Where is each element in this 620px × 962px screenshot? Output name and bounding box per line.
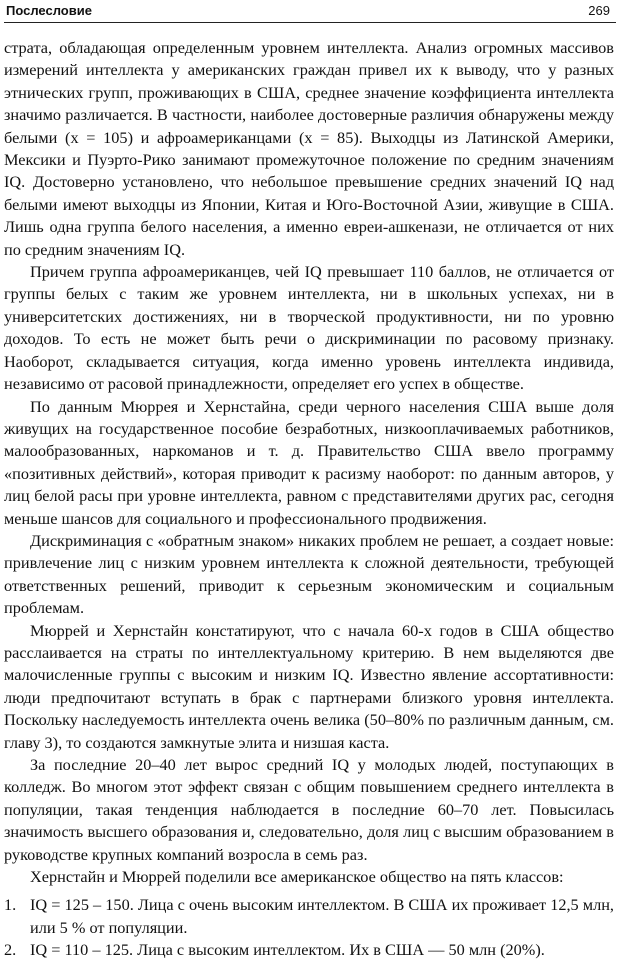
list-item [4, 894, 614, 939]
paragraph: Хернстайн и Мюррей поделили все американское общество на пять классов: [30, 867, 564, 887]
list-item-text: IQ = 125 – 150. Лица с очень высоким интеллектом. В США их проживает 12,5 млн, или 5 % от популяции. [30, 895, 614, 937]
paragraph: По данным Мюррея и Хернстайна, среди черного населения США выше доля живущих на государственное пособие безработных, низкооплачиваемых работников, малообразованных, наркоманов и т. д. Правительство США ввело программу «позитивных действий», которая приводит к расизму наоборот: по данным авторов, у лиц белой расы при уровне интеллекта, равном с представителями других рас, сегодня меньше шансов для социального и профессионального продвижения. [4, 396, 614, 528]
paragraph: Дискриминация с «обратным знаком» никаких проблем не решает, а создает новые: привлечение лиц с низким уровнем интеллекта к сложной деятельности, требующей ответственных решений, приводит к серьезным экономическим и социальным проблемам. [4, 530, 614, 618]
page-number: 269 [588, 3, 610, 18]
paragraph: Причем группа афроамериканцев, чей IQ превышает 110 баллов, не отличается от группы белых с таким же уровнем интеллекта, ни в школьных успехах, ни в университетских достижениях, ни в творческой продуктивности, ни по уровню доходов. То есть не может быть речи о дискриминации по расовому признаку. Наоборот, складывается ситуация, когда именно уровень интеллекта индивида, независимо от расовой принадлежности, определяет его успех в обществе. [4, 262, 614, 394]
running-header [4, 0, 616, 23]
paragraph: За последние 20–40 лет вырос средний IQ у молодых людей, поступающих в колледж. Во многом этот эффект связан с общим повышением среднего интеллекта в популяции, такая тенденция наблюдается в последние 60–70 лет. Повысилась значимость высшего образования и, следовательно, доля лиц с высшим образованием в руководстве крупных компаний возросла в семь раз. [4, 755, 614, 864]
body-text [4, 37, 616, 962]
paragraph: страта, обладающая определенным уровнем интеллекта. Анализ огромных массивов измерений интеллекта у американских граждан привел их к выводу, что у разных этнических групп, проживающих в США, среднее значение коэффициента интеллекта значимо различается. В частности, наиболее достоверные различия обнаружены между белыми (x = 105) и афроамериканцами (x = 85). Выходцы из Латинской Америки, Мексики и Пуэрто-Рико занимают промежуточное положение по средним значениям IQ. Достоверно установлено, что небольшое превышение средних значений IQ над белыми имеют выходцы из Японии, Китая и Юго-Восточной Азии, живущие в США. Лишь одна группа белого населения, а именно евреи-ашкенази, не отличается от них по средним значениям IQ. [4, 38, 614, 259]
class-list [4, 894, 614, 961]
list-item [4, 939, 614, 961]
list-item-number: 1. [4, 895, 17, 915]
paragraph: Мюррей и Хернстайн констатируют, что с начала 60-х годов в США общество расслаивается на страты по интеллектуальному критерию. В нем выделяются две малочисленные группы с высоким и низким IQ. Известно явление ассортативности: люди предпочитают вступать в брак с партнерами близкого уровня интеллекта. Поскольку наследуемость интеллекта очень велика (50–80% по различным данным, см. главу 3), то создаются замкнутые элита и низшая каста. [4, 620, 614, 752]
list-item-number: 2. [4, 940, 17, 960]
chapter-title: Послесловие [6, 3, 92, 18]
list-item-text: IQ = 110 – 125. Лица с высоким интеллектом. Их в США — 50 млн (20%). [30, 940, 545, 960]
